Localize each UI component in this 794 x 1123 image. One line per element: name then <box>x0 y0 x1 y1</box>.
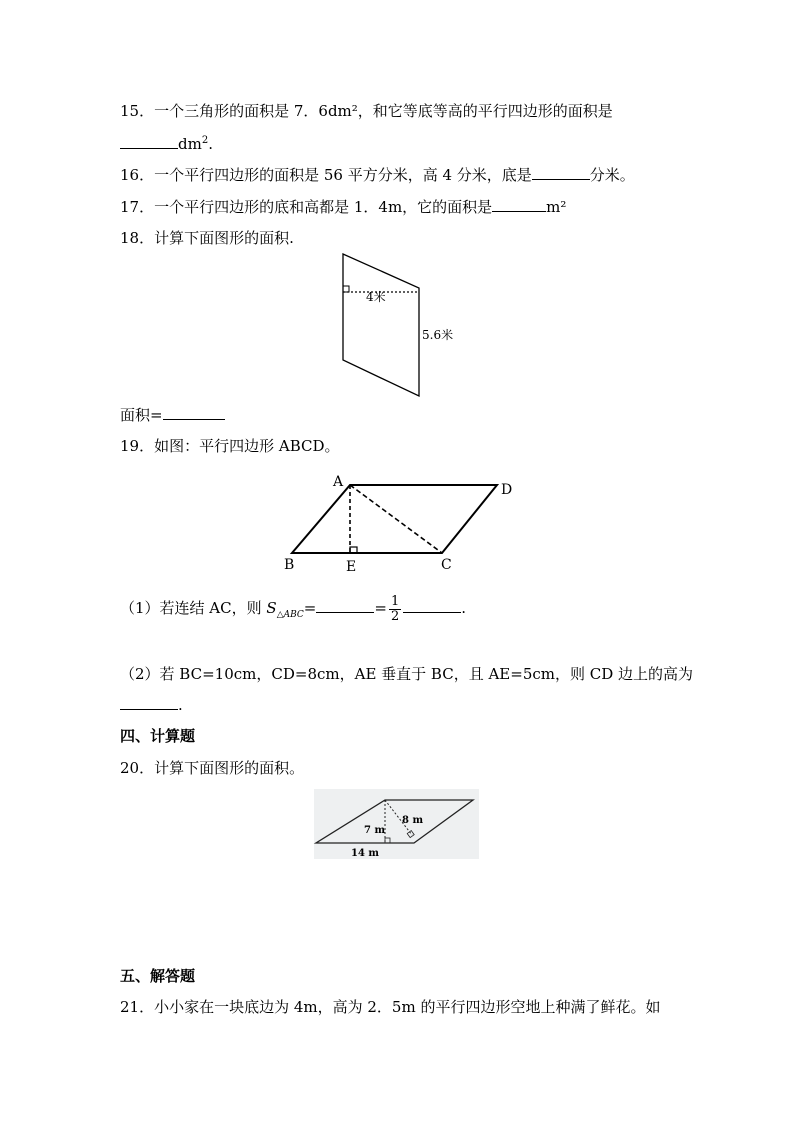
section-5-title: 五、解答题 <box>120 967 196 985</box>
question-15-end: . <box>208 135 213 153</box>
area-subscript: △ABC <box>276 610 304 620</box>
answer-blank-16[interactable] <box>532 165 590 180</box>
question-15-text: 15．一个三角形的面积是 7．6dm²，和它等底等高的平行四边形的面积是 <box>120 102 613 120</box>
question-19-part-2 <box>120 664 693 684</box>
question-16 <box>120 165 635 185</box>
right-angle-mark-20b <box>407 831 414 838</box>
section-4-heading <box>120 726 195 746</box>
question-15 <box>120 101 613 121</box>
question-19-part-2-answer <box>120 695 183 715</box>
section-5-heading <box>120 966 195 986</box>
vertex-label-d: D <box>501 482 513 498</box>
question-19-part-1 <box>120 594 466 629</box>
parallelogram-20-shape <box>316 800 473 843</box>
question-18-text: 18．计算下面图形的面积. <box>120 229 294 247</box>
answer-blank-15[interactable] <box>120 134 178 149</box>
side-height-label-20: 8 m <box>402 815 424 826</box>
vertex-label-e: E <box>346 559 357 575</box>
question-19 <box>120 436 340 456</box>
question-15-answer-line <box>120 134 213 154</box>
question-19-text: 19．如图：平行四边形 ABCD。 <box>120 437 340 455</box>
question-15-unit-exponent: 2 <box>201 135 209 146</box>
right-angle-mark-20a <box>385 838 390 843</box>
parallelogram-19-shape <box>292 485 497 553</box>
question-16-end: 分米。 <box>589 166 635 184</box>
answer-blank-19-1a[interactable] <box>316 598 374 613</box>
answer-blank-19-2[interactable] <box>120 695 178 710</box>
part-2-text: （2）若 BC=10cm，CD=8cm，AE 垂直于 BC，且 AE=5cm，则 CD 边上的高为 <box>120 665 694 683</box>
base-label-20: 14 m <box>351 848 379 859</box>
question-16-text: 16．一个平行四边形的面积是 56 平方分米，高 4 分米，底是 <box>120 166 532 184</box>
part-2-end: . <box>178 696 183 714</box>
question-18 <box>120 228 294 248</box>
area-s: S <box>266 599 277 617</box>
section-4-title: 四、计算题 <box>120 727 196 745</box>
parallelogram-figure-19 <box>280 474 520 574</box>
question-18-answer <box>120 405 225 425</box>
vertex-label-a: A <box>333 474 344 490</box>
question-21-text: 21．小小家在一块底边为 4m，高为 2．5m 的平行四边形空地上种满了鲜花。如 <box>120 998 661 1016</box>
triangle-area-symbol <box>266 599 304 620</box>
part-1-end: . <box>461 599 466 617</box>
fraction-numerator: 1 <box>390 593 400 609</box>
equals-2: = <box>374 599 387 617</box>
height-label-20: 7 m <box>364 825 386 836</box>
parallelogram-figure-20 <box>314 789 479 859</box>
answer-blank-18[interactable] <box>163 405 225 420</box>
question-20 <box>120 758 304 778</box>
vertex-label-b: B <box>284 557 295 573</box>
vertex-label-c: C <box>441 557 452 573</box>
part-1-prefix: （1）若连结 AC，则 <box>120 599 262 617</box>
question-21 <box>120 997 660 1017</box>
area-label-18: 面积= <box>120 406 163 424</box>
side-label-18: 5.6米 <box>422 328 454 342</box>
diagonal-ac-line <box>350 485 442 553</box>
right-angle-mark-18 <box>343 286 349 292</box>
question-17-end: m² <box>546 198 567 216</box>
base-label-18: 4米 <box>366 290 386 304</box>
question-20-text: 20．计算下面图形的面积。 <box>120 759 305 777</box>
answer-blank-19-1b[interactable] <box>403 598 461 613</box>
question-17-text: 17．一个平行四边形的底和高都是 1．4m，它的面积是 <box>120 198 493 216</box>
question-17 <box>120 197 566 217</box>
fraction-denominator: 2 <box>390 608 400 624</box>
answer-blank-17[interactable] <box>492 197 546 212</box>
fraction-one-half <box>389 595 401 624</box>
figure-20-panel <box>314 789 479 859</box>
parallelogram-18-shape <box>343 254 419 396</box>
question-15-unit: dm <box>178 135 202 153</box>
equals-1: = <box>303 599 317 617</box>
parallelogram-figure-18 <box>330 250 470 400</box>
